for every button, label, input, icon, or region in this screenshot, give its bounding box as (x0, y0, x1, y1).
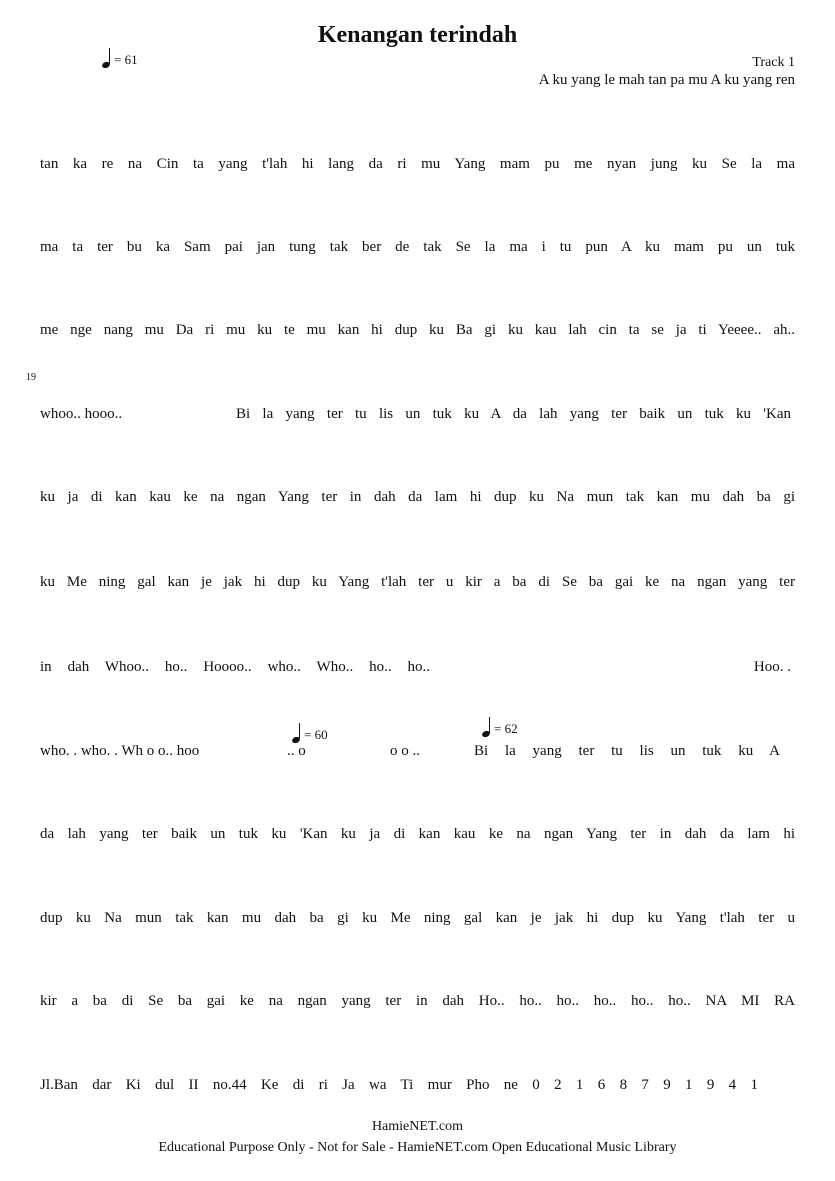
tempo-value: = 62 (494, 721, 518, 736)
lyric-line: ma ta ter bu ka Sam pai jan tung tak ber de tak Se la ma i tu pun A ku mam pu un tuk (40, 239, 795, 255)
footer-notice: Educational Purpose Only - Not for Sale - HamieNET.com Open Educational Music Library (158, 1140, 677, 1155)
quarter-note-icon (292, 723, 302, 743)
lyric-line: me nge nang mu Da ri mu ku te mu kan hi dup ku Ba gi ku kau lah cin ta se ja ti Yeeee.. ah.. (40, 322, 795, 338)
lyric-line: Bi la yang ter tu lis un tuk ku A da lah yang ter baik un tuk ku 'Kan (236, 406, 791, 422)
lyric-line: kir a ba di Se ba gai ke na ngan yang ter in dah Ho.. ho.. ho.. ho.. ho.. ho.. NA MI RA (40, 993, 795, 1009)
page-title: Kenangan terindah (317, 22, 518, 48)
tempo-mark-1 (102, 48, 138, 68)
lyric-line: tan ka re na Cin ta yang t'lah hi lang da ri mu Yang mam pu me nyan jung ku Se la ma (40, 156, 795, 172)
lyric-segment: who. . who. . Wh o o.. hoo (40, 743, 200, 759)
lyric-line: ku Me ning gal kan je jak hi dup ku Yang t'lah ter u kir a ba di Se ba gai ke na ngan yang ter (40, 574, 795, 590)
lyric-line: A ku yang le mah tan pa mu A ku yang ren (538, 72, 795, 88)
tempo-mark-3 (482, 717, 518, 737)
lyric-line: ku ja di kan kau ke na ngan Yang ter in dah da lam hi dup ku Na mun tak kan mu dah ba gi (40, 489, 795, 505)
tempo-value: = 61 (114, 52, 138, 67)
lyric-line: dup ku Na mun tak kan mu dah ba gi ku Me ning gal kan je jak hi dup ku Yang t'lah ter u (40, 910, 795, 926)
lyric-segment: .. o (287, 743, 306, 759)
lyric-segment: Hoo. . (753, 659, 791, 675)
tempo-mark-2 (292, 723, 328, 743)
lyric-segment: whoo.. hooo.. (40, 406, 123, 422)
quarter-note-icon (482, 717, 492, 737)
lyric-line: Jl.Ban dar Ki dul II no.44 Ke di ri Ja wa Ti mur Pho ne 0 2 1 6 8 7 9 1 9 4 1 (40, 1077, 758, 1093)
footer-site: HamieNET.com (371, 1119, 464, 1134)
measure-number: 19 (26, 372, 36, 383)
lyric-line: Bi la yang ter tu lis un tuk ku A (474, 743, 780, 759)
lyric-segment: o o .. (390, 743, 420, 759)
lyric-line: in dah Whoo.. ho.. Hoooo.. who.. Who.. ho.. ho.. (40, 659, 430, 675)
track-label: Track 1 (752, 55, 795, 70)
lyric-line: da lah yang ter baik un tuk ku 'Kan ku ja di kan kau ke na ngan Yang ter in dah da lam hi (40, 826, 795, 842)
tempo-value: = 60 (304, 727, 328, 742)
quarter-note-icon (102, 48, 112, 68)
